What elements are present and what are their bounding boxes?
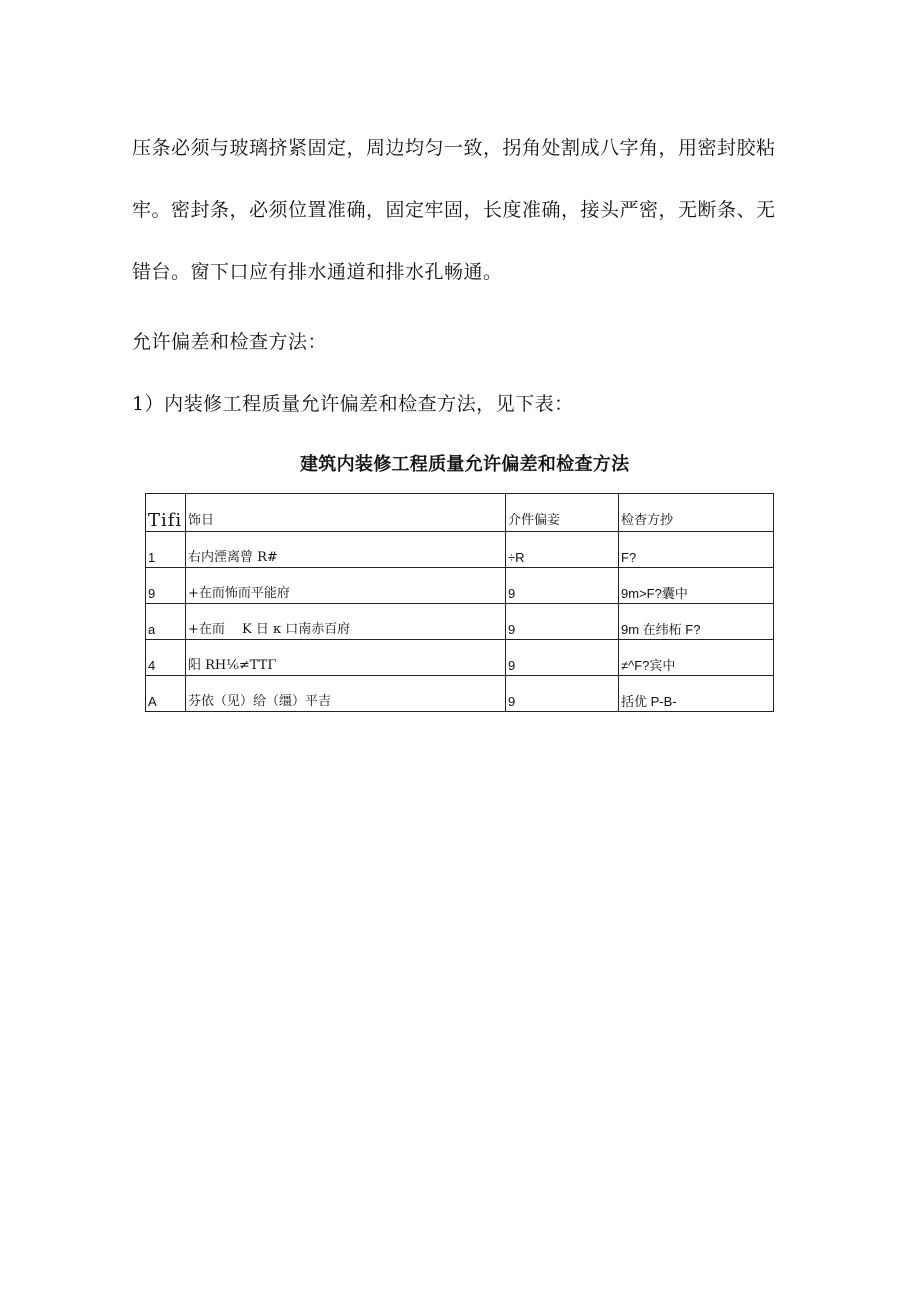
header-cell-tolerance: 介件偏妾 <box>506 494 619 532</box>
row-tolerance-cell: 9 <box>506 604 619 640</box>
row-tolerance-cell: 9 <box>506 568 619 604</box>
row-item-cell: +在而 K 日 κ 口南赤百府 <box>186 604 506 640</box>
row-tolerance-cell: ÷R <box>506 532 619 568</box>
row-tolerance-cell: 9 <box>506 676 619 712</box>
row-item-cell: 芬依（见）给（缰）平吉 <box>186 676 506 712</box>
row-method-cell: 9m 在纬柘 F? <box>619 604 774 640</box>
section-heading: 允许偏差和检查方法： <box>132 331 328 353</box>
table-header-row <box>146 494 774 532</box>
header-cell-number: Tifi <box>146 494 186 532</box>
row-method-cell: F? <box>619 532 774 568</box>
row-number-cell: A <box>146 676 186 712</box>
row-item-cell: 右内湮离曾 R# <box>186 532 506 568</box>
table-row <box>146 532 774 568</box>
paragraph-line-2: 牢。密封条，必须位置准确，固定牢固，长度准确，接头严密，无断条、无 <box>132 199 776 221</box>
row-method-cell: ≠^F?宾中 <box>619 640 774 676</box>
table-title: 建筑内装修工程质量允许偏差和检查方法 <box>300 454 630 475</box>
row-tolerance-cell: 9 <box>506 640 619 676</box>
row-number-cell: 9 <box>146 568 186 604</box>
row-number-cell: a <box>146 604 186 640</box>
subsection-heading: 1）内装修工程质量允许偏差和检查方法，见下表： <box>132 393 574 415</box>
row-item-cell: 阳 RH⅙≠TTΓ <box>186 640 506 676</box>
tolerance-table <box>145 493 774 712</box>
row-number-cell: 4 <box>146 640 186 676</box>
paragraph-line-1: 压条必须与玻璃挤紧固定，周边均匀一致，拐角处割成八字角，用密封胶粘 <box>132 137 776 159</box>
table-row <box>146 640 774 676</box>
table-row <box>146 676 774 712</box>
table-row <box>146 604 774 640</box>
table-row <box>146 568 774 604</box>
row-item-cell: +在而怖而平能府 <box>186 568 506 604</box>
row-method-cell: 括优 P-B- <box>619 676 774 712</box>
header-cell-item: 饰日 <box>186 494 506 532</box>
row-number-cell: 1 <box>146 532 186 568</box>
header-cell-method: 检杳方抄 <box>619 494 774 532</box>
row-method-cell: 9m>F?囊中 <box>619 568 774 604</box>
paragraph-line-3: 错台。窗下口应有排水通道和排水孔畅通。 <box>132 261 503 283</box>
